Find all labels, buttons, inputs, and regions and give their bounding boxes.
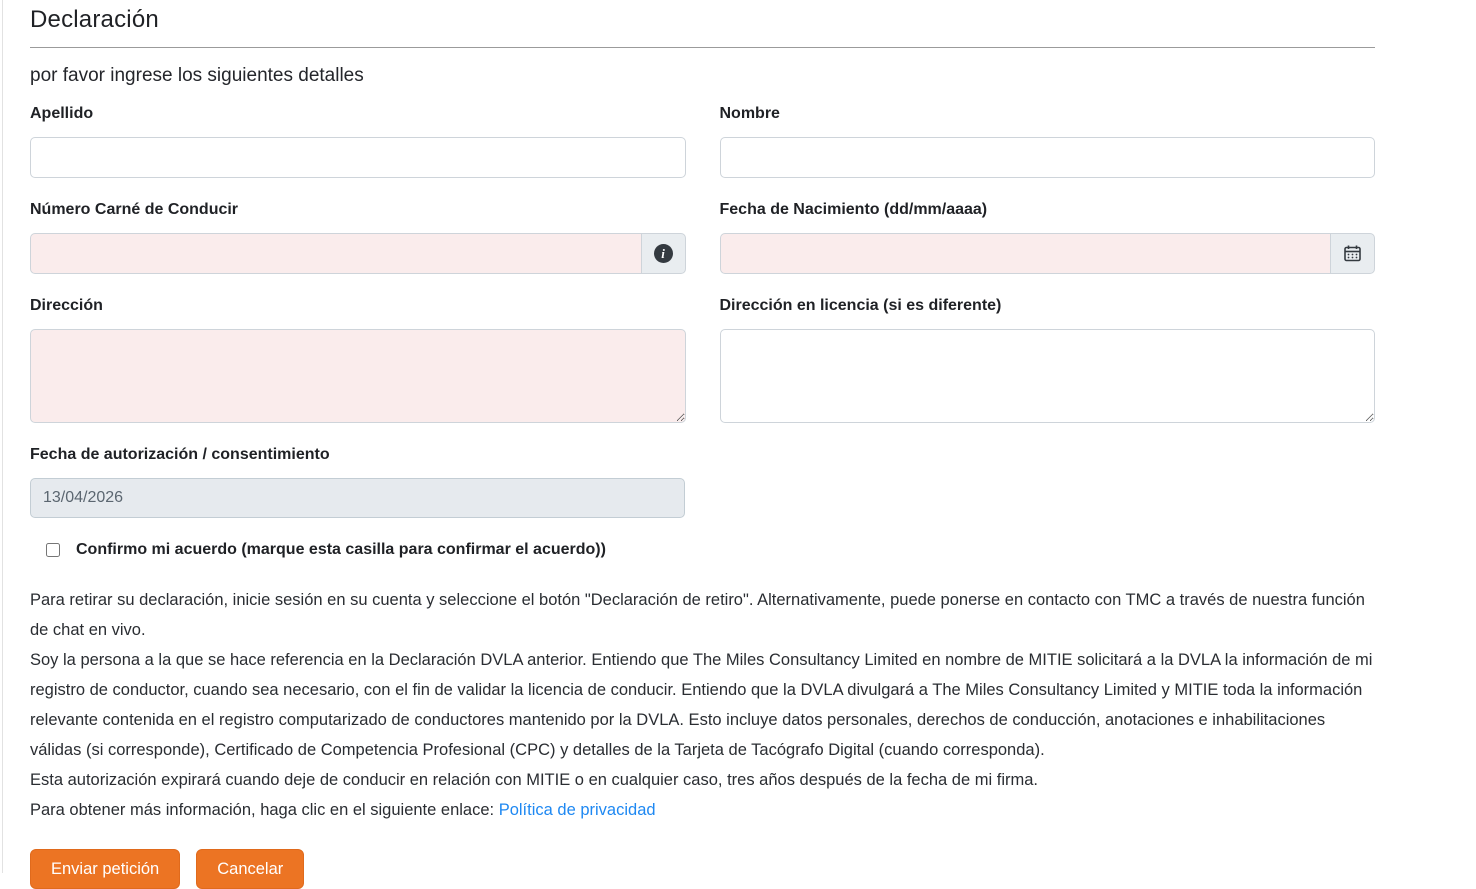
- field-fecha-autorizacion: [30, 446, 685, 518]
- form-grid: [30, 105, 1375, 446]
- nacimiento-input[interactable]: [720, 233, 1331, 274]
- licencia-info-addon[interactable]: [641, 233, 686, 274]
- direccion-licencia-label: Dirección en licencia (si es diferente): [719, 297, 1002, 314]
- legal-text-block: [30, 585, 1375, 825]
- direccion-licencia-textarea[interactable]: [720, 329, 1376, 423]
- nombre-label: Nombre: [719, 105, 780, 122]
- direccion-label: Dirección: [30, 297, 103, 314]
- legal-paragraph-more-info: [30, 795, 1375, 825]
- field-apellido: [30, 105, 686, 178]
- form-actions: [30, 849, 1375, 889]
- direccion-textarea[interactable]: [30, 329, 686, 423]
- apellido-label: Apellido: [30, 105, 94, 122]
- cancel-button[interactable]: Cancelar: [196, 849, 304, 889]
- form-subtitle: por favor ingrese los siguientes detalles: [30, 65, 364, 86]
- field-direccion: [30, 297, 686, 423]
- legal-paragraph-declaration: Soy la persona a la que se hace referencia en la Declaración DVLA anterior. Entiendo que The Miles Consultancy Limited en nombre de MITIE solicitará a la DVLA la información de mi registro de conductor, cuando sea necesario, con el fin de validar la licencia de conducir. Entiendo que la DVLA divulgará a The Miles Consultancy Limited y MITIE toda la información relevante contenida en el registro computarizado de conductores mantenido por la DVLA. Esto incluye datos personales, derechos de conducción, anotaciones e inhabilitaciones válidas (si corresponde), Certificado de Competencia Profesional (CPC) y detalles de la Tarjeta de Tacógrafo Digital (cuando corresponda).: [30, 651, 1373, 759]
- declaration-form-page: [30, 0, 1375, 889]
- title-divider: [30, 47, 1375, 48]
- nombre-input[interactable]: [720, 137, 1376, 178]
- licencia-input[interactable]: [30, 233, 641, 274]
- nacimiento-label: Fecha de Nacimiento (dd/mm/aaaa): [719, 201, 988, 218]
- calendar-icon: [1344, 245, 1361, 262]
- privacy-policy-link[interactable]: Política de privacidad: [498, 801, 656, 819]
- licencia-label: Número Carné de Conducir: [30, 201, 239, 218]
- legal-paragraph-expiry: Esta autorización expirará cuando deje de conducir en relación con MITIE o en cualquier caso, tres años después de la fecha de mi firma.: [30, 771, 1038, 789]
- info-icon: i: [654, 244, 673, 263]
- fecha-autorizacion-label: Fecha de autorización / consentimiento: [30, 446, 330, 463]
- apellido-input[interactable]: [30, 137, 686, 178]
- submit-request-button[interactable]: Enviar petición: [30, 849, 180, 889]
- field-nombre: [720, 105, 1376, 178]
- page-title: Declaración: [30, 6, 159, 33]
- more-info-text: Para obtener más información, haga clic en el siguiente enlace:: [30, 801, 495, 819]
- field-licencia: [30, 201, 686, 274]
- nacimiento-calendar-addon[interactable]: [1330, 233, 1375, 274]
- field-direccion-licencia: [720, 297, 1376, 423]
- legal-paragraph-withdraw: Para retirar su declaración, inicie sesión en su cuenta y seleccione el botón "Declaración de retiro". Alternativamente, puede ponerse en contacto con TMC a través de nuestra función de chat en vivo.: [30, 591, 1365, 639]
- confirm-agreement-row: [46, 541, 1375, 559]
- nacimiento-input-group: [720, 233, 1376, 274]
- confirm-agreement-checkbox[interactable]: [46, 543, 60, 557]
- confirm-agreement-label[interactable]: Confirmo mi acuerdo (marque esta casilla para confirmar el acuerdo)): [76, 541, 606, 558]
- licencia-input-group: [30, 233, 686, 274]
- fecha-autorizacion-input: [30, 478, 685, 518]
- page-left-border: [2, 0, 3, 873]
- field-nacimiento: [720, 201, 1376, 274]
